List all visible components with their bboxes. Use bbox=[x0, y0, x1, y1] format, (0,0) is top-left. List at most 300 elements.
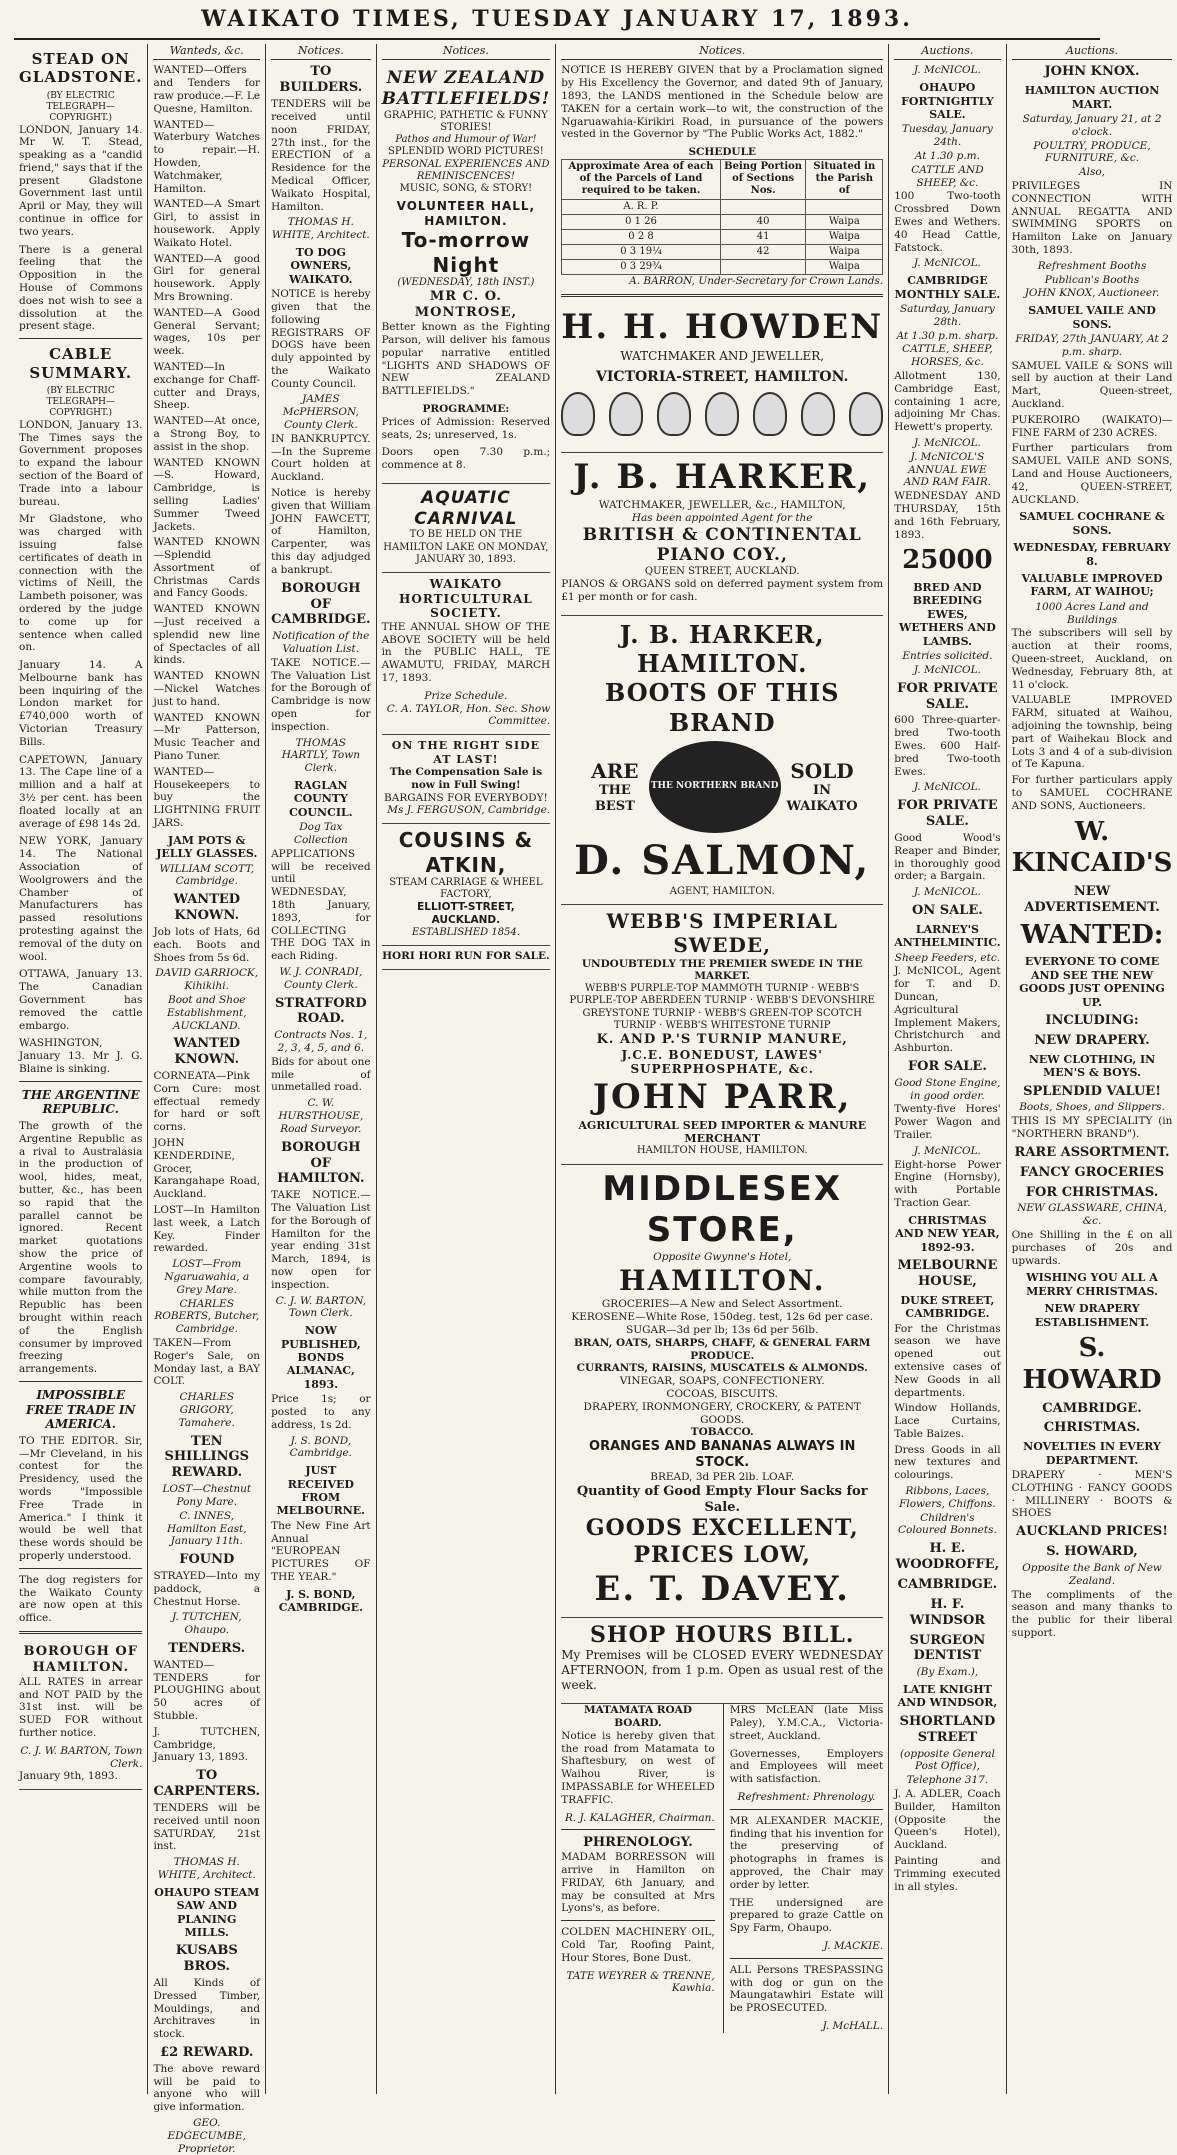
schedule-cell: 0 1 26 bbox=[562, 214, 721, 229]
notice-line: RAGLAN COUNTY COUNCIL. bbox=[289, 778, 353, 819]
auction-line: FOR SALE. bbox=[907, 1058, 987, 1074]
carnival-title: AQUATIC CARNIVAL bbox=[414, 487, 518, 529]
notice-line: THOMAS HARTLY, Town Clerk. bbox=[281, 736, 360, 775]
entertainment-column bbox=[377, 44, 557, 2094]
mackie-grazing: THE undersigned are prepared to graze Cattle on Spy Farm, Ohaupo. bbox=[729, 1896, 884, 1935]
notice-line: J. S. BOND, CAMBRIDGE. bbox=[278, 1587, 363, 1615]
notice-line: THOMAS H. WHITE, Architect. bbox=[271, 216, 370, 242]
middlesex-town: HAMILTON. bbox=[618, 1264, 826, 1298]
auction-line: Children's Coloured Bonnets. bbox=[898, 1511, 997, 1537]
auction-line: Refreshment Booths bbox=[1037, 259, 1147, 272]
northern-brand-badge bbox=[649, 741, 781, 833]
schedule-row bbox=[562, 260, 883, 275]
auction-line: W. KINCAID'S bbox=[1011, 816, 1173, 879]
boots-badge-row bbox=[561, 737, 883, 837]
wanted-ad-line: WILLIAM SCOTT, Cambridge. bbox=[159, 862, 255, 888]
auction-line: H. F. WINDSOR bbox=[909, 1596, 986, 1628]
notice-line: TAKE NOTICE.—The Valuation List for the Borough of Cambridge is now open for inspection. bbox=[271, 656, 371, 733]
auction-line: 600 Three-quarter-bred Two-tooth Ewes. 600 Half-bred Two-tooth Ewes. bbox=[894, 714, 1001, 778]
notice-line: Dog Tax Collection bbox=[293, 821, 348, 846]
auction-line: Window Hollands, Lace Curtains, Table Baizes. bbox=[894, 1402, 1001, 1440]
registry-body: MRS McLEAN (late Miss Paley), Y.M.C.A., Victoria-street, Auckland. bbox=[729, 1704, 884, 1742]
auction-line: SURGEON DENTIST bbox=[909, 1632, 986, 1664]
middlesex-line: TOBACCO. bbox=[690, 1426, 754, 1439]
hort-body: THE ANNUAL SHOW OF THE ABOVE SOCIETY will be held in the PUBLIC HALL, TE AWAMUTU, FRIDAY, MARCH 17, 1893. bbox=[381, 620, 551, 684]
news-paragraph: LONDON, January 14. Mr W. T. Stead, speaking as a "candid friend," says that if the present Gladstone Government last until April or May, they will continue in office for two years. bbox=[19, 123, 143, 238]
notice-line: The New Fine Art Annual "EUROPEAN PICTURES OF THE YEAR." bbox=[271, 1519, 371, 1584]
auction-line: J. McNICOL. bbox=[913, 436, 981, 449]
cousins-established: ESTABLISHED 1854. bbox=[411, 926, 520, 938]
watch-icon bbox=[753, 392, 787, 436]
wanted-ad-line: £2 REWARD. bbox=[160, 2045, 254, 2061]
notice-line: J. S. BOND, Cambridge. bbox=[289, 1434, 352, 1460]
wanted-ad-line: WANTED KNOWN—Mr Patterson, Music Teacher and Piano Tuner. bbox=[153, 711, 261, 763]
horihori-ad bbox=[382, 946, 551, 970]
schedule-cell bbox=[720, 199, 806, 214]
auction-line: AUCKLAND PRICES! bbox=[1016, 1524, 1169, 1540]
news-byline: (BY ELECTRIC TELEGRAPH—COPYRIGHT.) bbox=[46, 385, 115, 418]
columns bbox=[14, 44, 1173, 2155]
column-heading: Notices. bbox=[271, 44, 371, 60]
webb-ad bbox=[561, 905, 883, 1165]
notice-title: BOROUGH OF HAMILTON. bbox=[23, 1644, 138, 1675]
auction-line: J. A. ADLER, Coach Builder, Hamilton (Opposite the Queen's Hotel), Auckland. bbox=[894, 1788, 1001, 1852]
wanted-ad-line: J. TUTCHEN, Ohaupo. bbox=[171, 1611, 242, 1637]
matamata-signature: R. J. KALAGHER, Chairman. bbox=[564, 1811, 715, 1824]
wanted-ad-line: WANTED KNOWN—S. Howard, Cambridge, is selling Ladies' Summer Tweed Jackets. bbox=[153, 456, 261, 533]
wanted-ad-line: WANTED—A Good General Servant; wages, 10s per week. bbox=[153, 306, 261, 358]
parr-address: HAMILTON HOUSE, HAMILTON. bbox=[636, 1145, 808, 1157]
cousins-title: COUSINS & ATKIN, bbox=[398, 828, 534, 877]
auction-line: PRIVILEGES IN CONNECTION WITH ANNUAL REGATTA AND SWIMMING SPORTS on Hamilton Lake on January 30th, 1893. bbox=[1011, 180, 1173, 257]
wanted-ad-line: THOMAS H. WHITE, Architect. bbox=[157, 1856, 256, 1881]
wanted-ad-line: WANTED—Waterbury Watches to repair.—H. Howden, Watchmaker, Hamilton. bbox=[153, 118, 261, 195]
notice-line: Price 1s; or posted to any address, 1s 2d. bbox=[271, 1393, 371, 1431]
harker-trade: WATCHMAKER, JEWELLER, &c., HAMILTON, bbox=[598, 498, 846, 511]
lecture-body: Better known as the Fighting Parson, will deliver his famous popular narrative entitled "LIGHTS AND SHADOWS OF NEW ZEALAND BATTLEFIELDS." bbox=[381, 321, 551, 398]
watch-icon bbox=[657, 392, 691, 436]
news-column bbox=[14, 44, 148, 2094]
news-headline: CABLE SUMMARY. bbox=[29, 345, 133, 382]
hort-schedule: Prize Schedule. bbox=[424, 689, 508, 702]
wanted-ad-line: C. INNES, Hamilton East, January 11th. bbox=[166, 1509, 247, 1548]
webb-title: WEBB'S IMPERIAL SWEDE, bbox=[606, 908, 838, 958]
lecture-sub: PERSONAL EXPERIENCES AND REMINISCENCES! bbox=[382, 158, 550, 182]
lecture-date-detail: (WEDNESDAY, 18th INST.) bbox=[397, 277, 535, 289]
boots-best-label: THE BEST bbox=[594, 783, 635, 815]
notice-line: C. W. HURSTHOUSE, Road Surveyor. bbox=[278, 1097, 364, 1135]
schedule-cell: 0 3 19¼ bbox=[562, 245, 721, 260]
phrenology-body: MADAM BORRESSON will arrive in Hamilton on FRIDAY, 6th January, and may be consulted at Mrs Lyons's, as before. bbox=[561, 1851, 715, 1915]
notice-line: Notification of the Valuation List. bbox=[272, 630, 370, 656]
auction-line: 100 Two-tooth Crossbred Down Ewes and Wethers. 40 Head Cattle, Fatstock. bbox=[894, 190, 1001, 254]
auction-line: Further particulars from SAMUEL VAILE AND SONS, Land and House Auctioneers, 42, QUEEN-STREET, AUCKLAND. bbox=[1011, 442, 1173, 506]
parr-name: JOHN PARR, bbox=[592, 1077, 852, 1118]
badge-text: THE NORTHERN BRAND bbox=[650, 781, 779, 792]
auctions2-list bbox=[1012, 64, 1173, 1639]
news-paragraph: NEW YORK, January 14. The National Association of Woolgrowers and the Chamber of Manufacturers has passed resolutions protesting against the removal of the duty on wool. bbox=[19, 835, 143, 963]
shop-hours-ad bbox=[561, 1618, 883, 1705]
boots-sold-label: SOLD bbox=[790, 758, 854, 783]
auctions-column bbox=[889, 44, 1006, 2094]
wanted-ad-line: CORNEATA—Pink Corn Cure: most effectual remedy for hard or soft corns. bbox=[153, 1070, 261, 1134]
land-schedule-table bbox=[561, 159, 883, 276]
auction-line: Sheep Feeders, etc. bbox=[894, 951, 1001, 964]
column-heading: Notices. bbox=[561, 44, 883, 60]
schedule-column-header: Being Portion of Sections Nos. bbox=[720, 159, 806, 199]
auction-line: J. McNICOL'S ANNUAL EWE AND RAM FAIR. bbox=[903, 450, 992, 489]
middlesex-line: BRAN, OATS, SHARPS, CHAFF, & GENERAL FARM PRODUCE. bbox=[574, 1336, 871, 1362]
wanted-ad-line: GEO. EDGECUMBE, Proprietor. bbox=[167, 2117, 246, 2155]
harker-address: QUEEN STREET, AUCKLAND. bbox=[644, 565, 800, 577]
auction-line: VALUABLE IMPROVED FARM, situated at Waihou, adjoining the township, being part of Waihekau Block and Lots 3 and 4 of a sub-division of Te Kapuna. bbox=[1011, 694, 1173, 771]
salmon-agent: AGENT, HAMILTON. bbox=[669, 885, 775, 897]
cousins-address: ELLIOTT-STREET, AUCKLAND. bbox=[417, 901, 515, 927]
davey-name: E. T. DAVEY. bbox=[594, 1569, 851, 1610]
lecture-title: NEW ZEALAND BATTLEFIELDS! bbox=[381, 68, 551, 110]
schedule-cell: 40 bbox=[720, 214, 806, 229]
wanted-ad-line: TEN SHILLINGS REWARD. bbox=[164, 1433, 249, 1481]
auction-line: DRAPERY · MEN'S CLOTHING · FANCY GOODS · MILLINERY · BOOTS & SHOES bbox=[1011, 1469, 1173, 1520]
schedule-cell: Waipa bbox=[806, 245, 883, 260]
auction-line: NEW ADVERTISEMENT. bbox=[1024, 884, 1160, 915]
wanted-ad-line: J. TUTCHEN, Cambridge, January 13, 1893. bbox=[153, 1725, 261, 1764]
auction-line: J. McNICOL. bbox=[913, 886, 981, 899]
lecture-speaker: MR C. O. MONTROSE, bbox=[414, 289, 518, 321]
middlesex-opp: Opposite Gwynne's Hotel, bbox=[653, 1251, 792, 1264]
news-paragraph: The dog registers for the Waikato County are now open at this office. bbox=[19, 1573, 143, 1625]
boots-title: BOOTS OF THIS BRAND bbox=[604, 678, 840, 737]
notice-line: NOW PUBLISHED, BONDS ALMANAC, 1893. bbox=[280, 1324, 361, 1391]
auction-line: POULTRY, PRODUCE, FURNITURE, &c. bbox=[1033, 139, 1151, 165]
wanted-ad-line: WANTED KNOWN—Nickel Watches just to hand. bbox=[153, 670, 261, 708]
middlesex-line: VINEGAR, SOAPS, CONFECTIONERY. bbox=[619, 1375, 825, 1388]
auction-line: SHORTLAND STREET bbox=[899, 1713, 996, 1745]
notice-line: NOTICE is hereby given that the following REGISTRARS OF DOGS have been duly appointed by the Waikato County Council. bbox=[271, 288, 371, 390]
hort-title: WAIKATO HORTICULTURAL SOCIETY. bbox=[399, 576, 533, 621]
wanted-ad-line: WANTED—At once, a Strong Boy, to assist in the shop. bbox=[153, 415, 261, 453]
horihori-title: HORI HORI RUN FOR SALE. bbox=[382, 950, 550, 963]
auction-line: INCLUDING: bbox=[1045, 1013, 1139, 1029]
trespass-notice: ALL Persons TRESPASSING with dog or gun on the Maungatawhiri Estate will be PROSECUTED. bbox=[729, 1963, 884, 2015]
wanted-ad-line: WANTED—A Smart Girl, to assist in housework. Apply Waikato Hotel. bbox=[153, 198, 261, 249]
lecture-sub: SPLENDID WORD PICTURES! bbox=[388, 146, 544, 158]
notice-line: Notice is hereby given that William JOHN FAWCETT, of Hamilton, Carpenter, was this day adjudged a bankrupt. bbox=[271, 487, 371, 576]
notice-line: BOROUGH OF CAMBRIDGE. bbox=[271, 580, 371, 628]
auction-line: J. McNICOL. bbox=[913, 781, 981, 794]
auction-line: One Shilling in the £ on all purchases of 20s and upwards. bbox=[1011, 1229, 1173, 1267]
webb-bonedust: J.C.E. BONEDUST, LAWES' SUPERPHOSPHATE, &c. bbox=[621, 1047, 823, 1077]
column-heading: Notices. bbox=[382, 44, 551, 60]
watch-icon bbox=[849, 392, 883, 436]
auction-line: Publican's Booths bbox=[1044, 273, 1140, 286]
news-paragraph: Mr Gladstone, who was charged with issuing false certificates of death in connection with the victims of Neill, the Lambeth poisoner, was ordered by the judge to come up for sentence when called on. bbox=[19, 513, 143, 654]
webb-manure: K. AND P.'S TURNIP MANURE, bbox=[596, 1031, 848, 1047]
phrenology-title: PHRENOLOGY. bbox=[583, 1835, 693, 1851]
wanted-ad-line: WANTED KNOWN—Just received a splendid new line of Spectacles of all kinds. bbox=[153, 603, 261, 667]
schedule-cell: 42 bbox=[720, 245, 806, 260]
harker-body: PIANOS & ORGANS sold on deferred payment system from £1 per month or for cash. bbox=[561, 578, 884, 603]
auction-line: Boots, Shoes, and Slippers. bbox=[1019, 1101, 1165, 1114]
news-byline: (BY ELECTRIC TELEGRAPH—COPYRIGHT.) bbox=[46, 90, 115, 123]
schedule-cell bbox=[806, 199, 883, 214]
bottom-notices-left bbox=[561, 1704, 715, 2033]
centre-ads-column bbox=[556, 44, 889, 2094]
middlesex-title: MIDDLESEX STORE, bbox=[602, 1168, 843, 1250]
news-paragraph: OTTAWA, January 13. The Canadian Government has removed the cattle embargo. bbox=[19, 968, 143, 1032]
wanted-ad-line: All Kinds of Dressed Timber, Mouldings, and Architraves in stock. bbox=[153, 1977, 261, 2041]
news-paragraph: LONDON, January 13. The Times says the Government proposes to expand the labour section of the Board of Trade into a labour bureau. bbox=[19, 418, 143, 508]
watch-icon bbox=[609, 392, 643, 436]
auction-line: Tuesday, January 24th. bbox=[902, 123, 993, 149]
mackie-signature: J. MACKIE. bbox=[823, 1939, 884, 1952]
column-heading: Auctions. bbox=[894, 44, 1000, 60]
auction-line: For further particulars apply to SAMUEL COCHRANE AND SONS, Auctioneers. bbox=[1011, 774, 1173, 812]
registry-refreshment: Refreshment: Phrenology. bbox=[737, 1791, 876, 1804]
schedule-signature: A. BARRON, Under-Secretary for Crown Lands. bbox=[629, 275, 884, 288]
harker-agent: Has been appointed Agent for the bbox=[631, 511, 813, 524]
middlesex-line: COCOAS, BISCUITS. bbox=[666, 1387, 779, 1400]
auction-line: Dress Goods in all new textures and colourings. bbox=[894, 1443, 1001, 1482]
news-paragraph: January 14. A Melbourne bank has been inquiring of the London market for £740,000 worth of Victorian Treasury Bills. bbox=[19, 659, 143, 748]
schedule-cell: A. R. P. bbox=[562, 199, 721, 214]
middlesex-line: BREAD, 3d PER 2lb. LOAF. bbox=[650, 1470, 795, 1483]
boots-are-label: ARE bbox=[591, 758, 639, 783]
auction-line: CAMBRIDGE MONTHLY SALE. bbox=[894, 274, 1001, 301]
auction-line: RARE ASSORTMENT. bbox=[1014, 1144, 1170, 1160]
auction-line: Ribbons, Laces, Flowers, Chiffons. bbox=[899, 1485, 996, 1510]
auction-line: FOR CHRISTMAS. bbox=[1025, 1184, 1159, 1200]
auction-line: THIS IS MY SPECIALITY (in "NORTHERN BRAND"). bbox=[1011, 1115, 1173, 1141]
auction-line: JOHN KNOX. bbox=[1044, 64, 1140, 80]
middlesex-line: KEROSENE—White Rose, 150deg. test, 12s 6d per case. bbox=[571, 1311, 874, 1324]
auction-line: SAMUEL VAILE AND SONS. bbox=[1028, 304, 1156, 331]
notice-signature: C. J. W. BARTON, Town Clerk. bbox=[20, 1744, 143, 1770]
column-heading: Wanteds, &c. bbox=[153, 44, 260, 60]
notice-line: TO BUILDERS. bbox=[279, 64, 363, 96]
howden-ad bbox=[561, 303, 883, 453]
wanted-ad-line: Boot and Shoe Establishment, AUCKLAND. bbox=[166, 993, 247, 1032]
middlesex-ad bbox=[561, 1165, 883, 1618]
wanted-ad-line: Job lots of Hats, 6d each. Boots and Shoes from 5s 6d. bbox=[153, 925, 261, 964]
lecture-admission: Prices of Admission: Reserved seats, 2s; unreserved, 1s. bbox=[381, 415, 551, 441]
lecture-sub: GRAPHIC, PATHETIC & FUNNY STORIES! bbox=[383, 109, 548, 134]
wanted-column bbox=[148, 44, 266, 2155]
auction-line: CATTLE AND SHEEP, &c. bbox=[911, 163, 984, 189]
wanted-ad-line: WANTED—TENDERS for PLOUGHING about 50 acres of Stubble. bbox=[153, 1658, 261, 1723]
auction-line: Entries solicited. bbox=[902, 650, 993, 663]
howden-trade: WATCHMAKER AND JEWELLER, bbox=[620, 348, 825, 363]
schedule-cell: 0 2 8 bbox=[562, 229, 721, 244]
auction-line: Good Wood's Reaper and Binder, in thoroughly good order; a Bargain. bbox=[894, 831, 1001, 883]
matamata-title: MATAMATA ROAD BOARD. bbox=[583, 1704, 692, 1730]
harker-piano: BRITISH & CONTINENTAL PIANO COY., bbox=[582, 524, 862, 566]
auction-line: J. McNICOL. bbox=[913, 64, 981, 77]
news-paragraph: TO THE EDITOR. Sir,—Mr Cleveland, in his contest for the Presidency, used the words "Impossible Free Trade in America." I think it would be well that these words should be properly understood. bbox=[19, 1434, 143, 1563]
schedule-row bbox=[562, 199, 883, 214]
lecture-date: To-morrow Night bbox=[401, 228, 531, 277]
auction-line: DUKE STREET, CAMBRIDGE. bbox=[900, 1293, 995, 1321]
auction-line: CAMBRIDGE. bbox=[1042, 1400, 1142, 1416]
auction-line: SAMUEL COCHRANE & SONS. bbox=[1019, 510, 1165, 537]
compensation-sale-ad bbox=[382, 735, 551, 824]
auction-line: LATE KNIGHT AND WINDSOR, bbox=[897, 1683, 998, 1710]
boots-ad bbox=[561, 616, 883, 905]
notice-line: IN BANKRUPTCY.—In the Supreme Court holden at Auckland. bbox=[271, 432, 371, 484]
auction-line: J. McNICOL. bbox=[913, 663, 981, 676]
notice-line: BOROUGH OF HAMILTON. bbox=[277, 1139, 365, 1187]
wanted-ad-line: STRAYED—Into my paddock, a Chestnut Horse. bbox=[153, 1569, 261, 1608]
notice-line: W. J. CONRADI, County Clerk. bbox=[279, 965, 363, 991]
watch-icon bbox=[801, 392, 835, 436]
sale-title: ON THE RIGHT SIDE AT LAST! bbox=[391, 739, 541, 766]
auction-line: Twenty-five Hores' Power Wagon and Trailer. bbox=[894, 1103, 1001, 1141]
proclamation-notice: NOTICE IS HEREBY GIVEN that by a Proclamation signed by His Excellency the Governor, and dated 9th of January, 1893, the LANDS mentioned in the Schedule below are TAKEN for a certain work—to wit, the construction of the Ngaruawahia-Kirikiri Road, in pursuance of the powers vested in the Governor by "The Public Works Act, 1882." bbox=[561, 64, 884, 141]
trespass-signature: J. McHALL. bbox=[822, 2019, 884, 2032]
schedule-column-header: Approximate Area of each of the Parcels of Land required to be taken. bbox=[562, 159, 721, 199]
schedule-cell: Waipa bbox=[806, 229, 883, 244]
wanted-ad-line: The above reward will be paid to anyone who will give information. bbox=[153, 2062, 261, 2114]
masthead-title: WAIKATO TIMES, TUESDAY JANUARY 17, 1893. bbox=[201, 6, 913, 32]
wanted-ad-line: WANTED KNOWN. bbox=[173, 1036, 241, 1068]
schedule-cell: 0 3 29¾ bbox=[562, 260, 721, 275]
news-paragraph: WASHINGTON, January 13. Mr J. G. Blaine is sinking. bbox=[19, 1037, 143, 1075]
howden-name: H. H. HOWDEN bbox=[561, 307, 884, 348]
middlesex-line: Quantity of Good Empty Flour Sacks for Sale. bbox=[576, 1483, 868, 1515]
auction-line: SPLENDID VALUE! bbox=[1023, 1083, 1161, 1099]
colden-body: COLDEN MACHINERY OIL, Cold Tar, Roofing Paint, Hour Stores, Bone Dust. bbox=[561, 1926, 715, 1964]
notices-list bbox=[271, 64, 371, 1614]
column-heading: Auctions. bbox=[1012, 44, 1173, 60]
wanted-ad-line: TENDERS. bbox=[168, 1640, 246, 1656]
cousins-sub: STEAM CARRIAGE & WHEEL FACTORY, bbox=[389, 876, 543, 901]
schedule-heading: SCHEDULE bbox=[688, 146, 756, 159]
wanted-ad-line: WANTED—A good Girl for general housework. Apply Mrs Browning. bbox=[153, 252, 261, 303]
middlesex-line: DRAPERY, IRONMONGERY, CROCKERY, & PATENT GOODS. bbox=[583, 1400, 861, 1426]
notice-line: TENDERS will be received until noon FRIDAY, 27th inst., for the ERECTION of a Residence for the Medical Officer, Waikato Hospital, Hamilton. bbox=[271, 98, 371, 213]
auction-line: NEW DRAPERY ESTABLISHMENT. bbox=[1034, 1302, 1150, 1329]
notice-line: JUST RECEIVED FROM MELBOURNE. bbox=[276, 1464, 366, 1518]
wanted-ad-line: LOST—From Ngaruawahia, a Grey Mare. bbox=[164, 1258, 250, 1296]
cousins-atkin-ad bbox=[382, 824, 551, 946]
shop-hours-title: SHOP HOURS BILL. bbox=[589, 1621, 855, 1648]
lecture-doors: Doors open 7.30 p.m.; commence at 8. bbox=[381, 446, 551, 472]
auction-line: For the Christmas season we have opened out extensive cases of New Goods in all departments. bbox=[894, 1322, 1001, 1399]
auction-line: NEW CLOTHING, IN MEN'S & BOYS. bbox=[1028, 1052, 1156, 1080]
auction-line: CHRISTMAS. bbox=[1043, 1420, 1141, 1436]
schedule-column-header: Situated in the Parish of bbox=[806, 159, 883, 199]
wanted-ad-line: OHAUPO STEAM SAW AND PLANING MILLS. bbox=[154, 1885, 260, 1939]
news-headline: IMPOSSIBLE FREE TRADE IN AMERICA. bbox=[25, 1387, 136, 1432]
auction-line: NEW DRAPERY. bbox=[1034, 1032, 1150, 1048]
wanted-ad-line: FOUND bbox=[179, 1552, 235, 1568]
news-headline: STEAD ON GLADSTONE. bbox=[19, 50, 143, 87]
auction-line: 25000 bbox=[902, 545, 993, 576]
notice-line: JAMES McPHERSON, County Clerk. bbox=[282, 393, 359, 432]
auction-line: WEDNESDAY, FEBRUARY 8. bbox=[1013, 541, 1171, 568]
auction-line: VALUABLE IMPROVED FARM, AT WAIHOU; bbox=[1021, 572, 1163, 599]
notice-body: ALL RATES in arrear and NOT PAID by the 31st inst. will be SUED FOR without further notice. bbox=[19, 1675, 143, 1739]
auction-line: FOR PRIVATE SALE. bbox=[897, 798, 998, 830]
notices-column bbox=[266, 44, 377, 2094]
auction-line: J. McNICOL, Agent for T. and D. Duncan, Agricultural Implement Makers, Christchurch and Ashburton. bbox=[894, 965, 1001, 1055]
auction-line: H. E. WOODROFFE, bbox=[895, 1541, 1000, 1573]
auction-line: WANTED: bbox=[1020, 919, 1164, 950]
auction-line: BRED AND BREEDING EWES, WETHERS AND LAMBS. bbox=[899, 581, 996, 648]
notice-line: TO DOG OWNERS, WAIKATO. bbox=[289, 245, 353, 286]
notice-line: C. J. W. BARTON, Town Clerk. bbox=[275, 1294, 367, 1320]
auction-line: NOVELTIES IN EVERY DEPARTMENT. bbox=[1023, 1440, 1161, 1467]
wanted-ad-line: LOST—Chestnut Pony Mare. bbox=[162, 1483, 252, 1508]
wanted-ad-line: WANTED—Housekeepers to buy the LIGHTNING FRUIT JARS. bbox=[153, 765, 261, 830]
lecture-venue: VOLUNTEER HALL, HAMILTON. bbox=[396, 199, 536, 228]
auction-line: Allotment 130, Cambridge East, containing 1 acre, adjoining Mr Chas. Hewett's property. bbox=[894, 369, 1001, 434]
schedule-row bbox=[562, 229, 883, 244]
auction-line: S. HOWARD, bbox=[1046, 1544, 1138, 1560]
auction-line: WEDNESDAY AND THURSDAY, 15th and 16th February, 1893. bbox=[894, 490, 1001, 541]
carnival-detail: TO BE HELD ON THE HAMILTON LAKE ON MONDAY, JANUARY 30, 1893. bbox=[383, 529, 549, 565]
auction-line: JOHN KNOX, Auctioneer. bbox=[1024, 287, 1160, 300]
watch-icon bbox=[561, 392, 595, 436]
wanted-ad-line: JAM POTS & JELLY GLASSES. bbox=[156, 833, 258, 861]
carnival-ad bbox=[382, 484, 551, 573]
auction-line: CAMBRIDGE. bbox=[897, 1576, 998, 1592]
auction-line: Telephone 317. bbox=[906, 1774, 989, 1787]
lecture-ad bbox=[382, 64, 551, 483]
schedule-cell: 41 bbox=[720, 229, 806, 244]
colden-signature: TATE WEYRER & TRENNE, Kawhia. bbox=[566, 1969, 715, 1995]
wanted-ad-line: WANTED KNOWN—Splendid Assortment of Christmas Cards and Fancy Goods. bbox=[153, 536, 261, 600]
notice-date: January 9th, 1893. bbox=[19, 1770, 118, 1783]
wanted-ad-line: WANTED KNOWN. bbox=[173, 892, 241, 924]
wanted-ad-line: LOST—In Hamilton last week, a Latch Key. Finder rewarded. bbox=[153, 1204, 261, 1255]
schedule-cell: Waipa bbox=[806, 260, 883, 275]
auction-line: At 1.30 p.m. bbox=[914, 150, 980, 163]
auction-line: SAMUEL VAILE & SONS will sell by auction at their Land Mart, Queen-street, Auckland. bbox=[1011, 359, 1173, 411]
mackie-body: MR ALEXANDER MACKIE, finding that his invention for the preserving of photographs in frames is approved, the Chair may order by letter. bbox=[729, 1814, 884, 1891]
auction-line: WISHING YOU ALL A MERRY CHRISTMAS. bbox=[1026, 1271, 1158, 1298]
wanted-ad-line: WANTED—Offers and Tenders for raw produce.—F. Le Quesne, Hamilton. bbox=[153, 64, 261, 115]
wanted-ad-line: TENDERS will be received until noon SATURDAY, 21st inst. bbox=[153, 1801, 261, 1853]
middlesex-slogan: GOODS EXCELLENT, PRICES LOW, bbox=[585, 1515, 859, 1569]
auction-line: Eight-horse Power Engine (Hornsby), with Portable Traction Gear. bbox=[894, 1158, 1001, 1209]
middlesex-line: GROCERIES—A New and Select Assortment. bbox=[601, 1298, 843, 1311]
auctions2-column bbox=[1007, 44, 1177, 2094]
auction-line: HAMILTON AUCTION MART. bbox=[1024, 84, 1160, 111]
harker-name: J. B. HARKER, bbox=[573, 457, 872, 498]
lecture-programme: PROGRAMME: bbox=[422, 402, 510, 415]
auction-line: Saturday, January 28th. bbox=[899, 303, 995, 328]
auctions-list bbox=[894, 64, 1000, 1893]
parr-trade: AGRICULTURAL SEED IMPORTER & MANURE MERCHANT bbox=[578, 1118, 867, 1145]
notice-line: APPLICATIONS will be received until WEDNESDAY, 18th January, 1893, for COLLECTING THE DOG TAX in each Riding. bbox=[271, 847, 371, 963]
schedule-row bbox=[562, 245, 883, 260]
registry-body: Governesses, Employers and Employees will meet with satisfaction. bbox=[729, 1747, 884, 1786]
wanted-list bbox=[153, 64, 260, 2155]
shop-hours-body: My Premises will be CLOSED EVERY WEDNESDAY AFTERNOON, from 1 p.m. Open as usual rest of the week. bbox=[561, 1648, 884, 1692]
webb-sub: UNDOUBTEDLY THE PREMIER SWEDE IN THE MARKET. bbox=[581, 957, 863, 983]
auction-line: J. McNICOL. bbox=[913, 257, 981, 270]
schedule-row bbox=[562, 214, 883, 229]
watch-illustrations bbox=[561, 392, 883, 440]
boots-waikato-label: IN WAIKATO bbox=[786, 783, 858, 815]
auction-line: CATTLE, SHEEP, HORSES, &c. bbox=[902, 343, 993, 369]
news-headline: THE ARGENTINE REPUBLIC. bbox=[21, 1087, 140, 1117]
horticulture-ad bbox=[382, 573, 551, 735]
auction-line: Also, bbox=[1079, 166, 1106, 179]
sale-signature: Ms J. FERGUSON, Cambridge. bbox=[387, 804, 551, 817]
bottom-notices bbox=[561, 1704, 883, 2033]
